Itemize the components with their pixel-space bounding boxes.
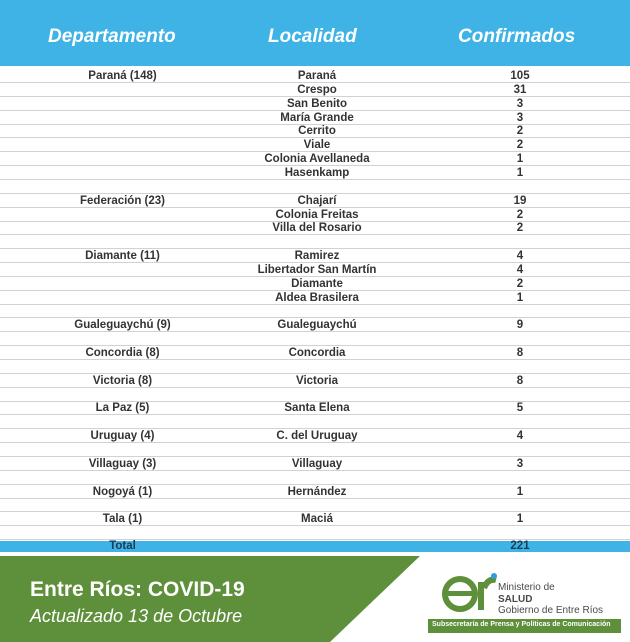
ministry-line1: Ministerio de <box>498 582 555 593</box>
row-confirmados: 1 <box>516 291 524 304</box>
total-row <box>0 541 630 552</box>
table-row <box>0 416 630 429</box>
row-localidad: Aldea Brasilera <box>275 291 359 304</box>
table-row <box>0 527 630 540</box>
row-confirmados: 1 <box>516 513 524 526</box>
table-header <box>0 0 630 66</box>
row-departamento: Tala (1) <box>102 513 143 526</box>
row-departamento: Victoria (8) <box>92 374 153 387</box>
row-localidad: Chajarí <box>297 194 337 207</box>
row-confirmados: 2 <box>516 222 524 235</box>
table-row <box>0 347 630 360</box>
er-logo-icon <box>440 568 500 616</box>
row-localidad: Diamante <box>291 277 343 290</box>
row-localidad: Colonia Avellaneda <box>264 153 370 166</box>
table-row <box>0 319 630 332</box>
row-localidad: Libertador San Martín <box>257 263 377 276</box>
row-departamento: Paraná (148) <box>88 70 157 82</box>
row-departamento: La Paz (5) <box>95 402 150 415</box>
row-departamento: Nogoyá (1) <box>92 485 153 498</box>
row-departamento: Diamante (11) <box>85 250 160 263</box>
row-confirmados: 1 <box>516 153 524 166</box>
table-row <box>0 375 630 388</box>
row-confirmados: 2 <box>516 139 524 152</box>
table-row <box>0 153 630 166</box>
subsecretaria-bar <box>428 619 621 633</box>
row-departamento: Uruguay (4) <box>90 430 155 443</box>
row-confirmados: 4 <box>516 430 524 443</box>
row-localidad: Maciá <box>301 513 333 526</box>
row-localidad: Viale <box>303 139 331 152</box>
row-localidad: Ramirez <box>294 250 340 263</box>
row-confirmados: 2 <box>516 277 524 290</box>
row-localidad: Santa Elena <box>284 402 350 415</box>
subsecretaria-label: Subsecretaría de Prensa y Políticas de Comunicación <box>432 621 611 628</box>
table-row <box>0 486 630 499</box>
row-confirmados: 9 <box>516 319 524 332</box>
row-confirmados: 4 <box>516 250 524 263</box>
row-localidad: Hasenkamp <box>284 166 350 179</box>
row-confirmados: 1 <box>516 485 524 498</box>
row-departamento: Concordia (8) <box>85 347 160 359</box>
row-departamento: Federación (23) <box>80 194 165 207</box>
row-confirmados: 8 <box>516 374 524 387</box>
table-row <box>0 333 630 346</box>
row-confirmados: 2 <box>516 208 524 221</box>
table-row <box>0 222 630 235</box>
row-confirmados: 19 <box>513 194 527 207</box>
total-value: 221 <box>510 540 530 552</box>
row-confirmados: 8 <box>516 347 524 359</box>
table-row <box>0 236 630 249</box>
table-row <box>0 305 630 318</box>
table-row <box>0 84 630 97</box>
row-localidad: Paraná <box>297 70 337 82</box>
header-departamento: Departamento <box>48 26 176 47</box>
table-row <box>0 292 630 305</box>
ministry-line3: Gobierno de Entre Ríos <box>498 605 604 616</box>
table-row <box>0 112 630 125</box>
row-confirmados: 3 <box>516 457 524 470</box>
row-localidad: Hernández <box>287 485 347 498</box>
header-localidad: Localidad <box>268 26 357 47</box>
footer-subtitle: Actualizado 13 de Octubre <box>30 606 243 626</box>
table-row <box>0 402 630 415</box>
table-row <box>0 278 630 291</box>
table-row <box>0 430 630 443</box>
header-confirmados: Confirmados <box>458 26 576 47</box>
row-localidad: Colonia Freitas <box>275 208 359 221</box>
row-localidad: San Benito <box>286 97 348 110</box>
total-label: Total <box>109 540 136 552</box>
data-table <box>0 66 630 544</box>
table-row <box>0 98 630 111</box>
table-row <box>0 125 630 138</box>
table-row <box>0 250 630 263</box>
row-confirmados: 2 <box>516 125 524 138</box>
table-row <box>0 499 630 512</box>
row-confirmados: 3 <box>516 111 524 124</box>
table-row <box>0 389 630 402</box>
table-row <box>0 472 630 485</box>
row-confirmados: 31 <box>513 83 527 96</box>
row-localidad: Victoria <box>296 374 338 387</box>
table-row <box>0 458 630 471</box>
row-localidad: Crespo <box>297 83 337 96</box>
row-localidad: Concordia <box>288 347 346 359</box>
row-localidad: C. del Uruguay <box>276 430 358 443</box>
row-localidad: Gualeguaychú <box>277 319 357 332</box>
table-row <box>0 361 630 374</box>
table-row <box>0 181 630 194</box>
table-row <box>0 139 630 152</box>
table-row <box>0 195 630 208</box>
row-confirmados: 105 <box>510 70 530 82</box>
row-departamento: Villaguay (3) <box>88 457 157 470</box>
row-confirmados: 5 <box>516 402 524 415</box>
row-confirmados: 1 <box>516 166 524 179</box>
footer-title: Entre Ríos: COVID-19 <box>30 578 245 601</box>
table-row <box>0 513 630 526</box>
row-localidad: María Grande <box>280 111 354 124</box>
table-row <box>0 209 630 222</box>
row-localidad: Villaguay <box>291 457 343 470</box>
table-row <box>0 70 630 83</box>
ministry-line2: SALUD <box>498 594 533 605</box>
table-row <box>0 264 630 277</box>
row-localidad: Villa del Rosario <box>272 222 362 235</box>
table-row <box>0 444 630 457</box>
row-departamento: Gualeguaychú (9) <box>74 319 171 332</box>
row-confirmados: 3 <box>516 97 524 110</box>
row-confirmados: 4 <box>516 263 524 276</box>
table-row <box>0 167 630 180</box>
row-localidad: Cerrito <box>298 125 336 138</box>
